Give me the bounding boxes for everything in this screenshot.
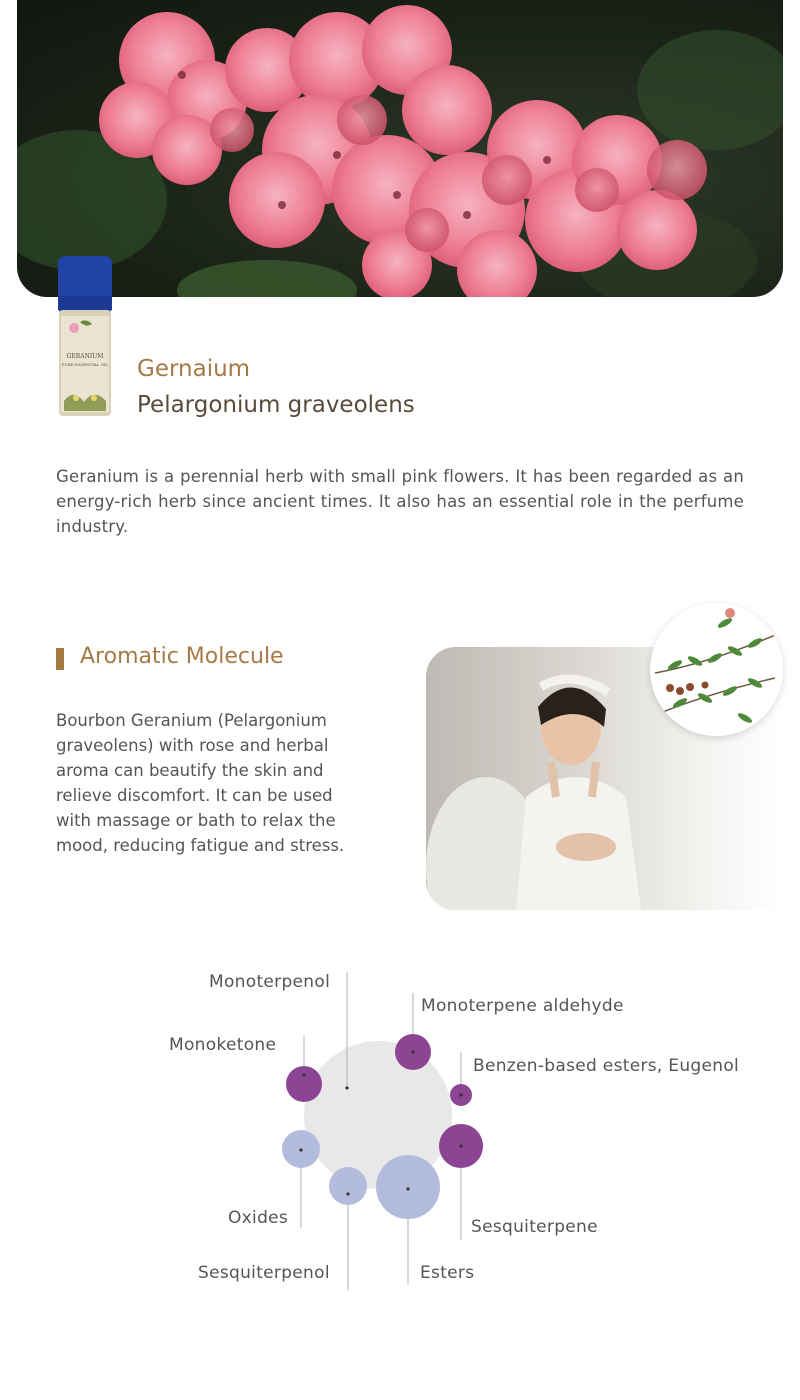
monoketone-bubble [286, 1066, 322, 1102]
essential-oil-bottle-image [56, 256, 114, 418]
section-title: Aromatic Molecule [80, 644, 284, 669]
product-name: Gernaium [137, 356, 251, 382]
molecule-diagram [0, 960, 800, 1320]
label-benzen-esters: Benzen-based esters, Eugenol [473, 1056, 740, 1076]
sesquiterpenol-bubble [329, 1167, 367, 1205]
label-esters: Esters [420, 1263, 475, 1283]
section-paragraph: Bourbon Geranium (Pelargonium graveolens) with rose and herbal aroma can beautify the skin and relieve discomfort. It can be used with massage or bath to relax the mood, reducing fatigue and stress. [56, 711, 345, 855]
section-accent-bar [56, 648, 64, 670]
label-sesquiterpenol: Sesquiterpenol [198, 1263, 330, 1283]
label-monoketone: Monoketone [169, 1035, 277, 1055]
bottle-label-line1: GERANIUM [66, 353, 104, 360]
label-oxides: Oxides [228, 1208, 289, 1228]
product-latin-name: Pelargonium graveolens [137, 392, 415, 418]
esters-bubble [376, 1155, 440, 1219]
label-monoterpenol: Monoterpenol [209, 972, 331, 992]
bottle-label-line2: PURE ESSENTIAL OIL [61, 362, 109, 367]
label-monoterpene-aldehyde: Monoterpene aldehyde [421, 996, 624, 1016]
intro-paragraph: Geranium is a perennial herb with small pink flowers. It has been regarded as an energy-rich herb since ancient times. It also has an essential role in the perfume industry. [56, 467, 744, 536]
label-sesquiterpene: Sesquiterpene [471, 1217, 598, 1237]
hero-geranium-image [17, 0, 783, 297]
geranium-flowers-illustration [17, 0, 783, 297]
herb-branch-illustration [650, 603, 783, 736]
